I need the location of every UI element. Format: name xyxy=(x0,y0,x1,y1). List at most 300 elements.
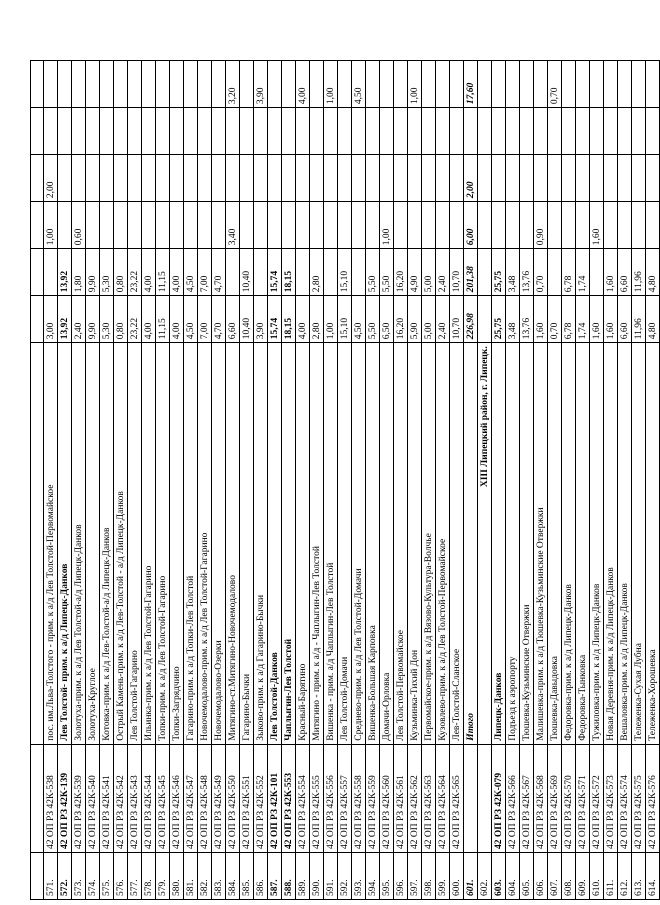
value-cell: 11,96 xyxy=(632,296,646,343)
value-cell xyxy=(576,202,590,249)
value-cell xyxy=(632,202,646,249)
value-cell xyxy=(268,61,282,108)
table-row xyxy=(282,61,296,900)
value-cell xyxy=(436,108,450,155)
table-row xyxy=(408,61,422,900)
value-cell xyxy=(436,202,450,249)
road-name: Зыково-прим. к а/д Гагарино-Бычки xyxy=(254,343,268,744)
row-number: 591. xyxy=(324,852,338,899)
table-row xyxy=(478,61,492,900)
value-cell: 6,78 xyxy=(562,296,576,343)
value-cell xyxy=(142,61,156,108)
value-cell xyxy=(576,108,590,155)
value-cell xyxy=(548,155,562,202)
row-number: 581. xyxy=(184,852,198,899)
value-cell xyxy=(212,61,226,108)
value-cell xyxy=(520,61,534,108)
row-number xyxy=(31,852,44,899)
road-name: Новочемодалово-Озерки xyxy=(212,343,226,744)
value-cell: 5,50 xyxy=(366,249,380,296)
value-cell: 1,00 xyxy=(44,202,58,249)
value-cell xyxy=(58,108,72,155)
value-cell xyxy=(268,108,282,155)
road-code: 42 ОП РЗ 42К-555 xyxy=(310,744,324,852)
value-cell xyxy=(506,108,520,155)
value-cell xyxy=(380,108,394,155)
value-cell: 13,76 xyxy=(520,249,534,296)
road-code: 42 ОП РЗ 42К-563 xyxy=(422,744,436,852)
value-cell: 15,74 xyxy=(268,296,282,343)
table-row xyxy=(562,61,576,900)
row-number: 574. xyxy=(86,852,100,899)
value-cell xyxy=(408,155,422,202)
value-cell: 5,00 xyxy=(422,249,436,296)
value-cell: 4,00 xyxy=(142,296,156,343)
value-cell xyxy=(562,155,576,202)
value-cell xyxy=(450,155,464,202)
table-row xyxy=(618,61,632,900)
road-name: Тюшевка-Кузьминские Отвержки xyxy=(520,343,534,744)
value-cell: 2,40 xyxy=(436,249,450,296)
row-number: 588. xyxy=(282,852,296,899)
road-name xyxy=(31,343,44,744)
row-number: 579. xyxy=(156,852,170,899)
road-name: Малишевка-прим. к а/д Тюшевка-Кузьминские Отвержки xyxy=(534,343,548,744)
value-cell xyxy=(296,155,310,202)
road-code: 42 ОП РЗ 42К-553 xyxy=(282,744,296,852)
row-number: 573. xyxy=(72,852,86,899)
road-code: 42 ОП РЗ 42К-562 xyxy=(408,744,422,852)
value-cell xyxy=(646,155,660,202)
road-code: 42 ОП РЗ 42К-541 xyxy=(100,744,114,852)
value-cell xyxy=(58,155,72,202)
value-cell xyxy=(492,155,506,202)
road-code: 42 ОП РЗ 42К-552 xyxy=(254,744,268,852)
road-code: 42 ОП РЗ 42К-550 xyxy=(226,744,240,852)
table-row xyxy=(576,61,590,900)
value-cell: 7,00 xyxy=(198,296,212,343)
value-cell xyxy=(296,202,310,249)
row-number: 578. xyxy=(142,852,156,899)
value-cell xyxy=(254,155,268,202)
table-row xyxy=(198,61,212,900)
value-cell: 4,70 xyxy=(212,249,226,296)
value-cell: 1,60 xyxy=(590,296,604,343)
road-code: 42 ОП РЗ 42К-539 xyxy=(72,744,86,852)
value-cell xyxy=(618,61,632,108)
value-cell xyxy=(226,249,240,296)
value-cell: 3,48 xyxy=(506,296,520,343)
value-cell: 5,30 xyxy=(100,296,114,343)
table-row xyxy=(646,61,660,900)
value-cell xyxy=(324,155,338,202)
value-cell xyxy=(324,202,338,249)
value-cell: 11,15 xyxy=(156,296,170,343)
table-row xyxy=(436,61,450,900)
table-row xyxy=(254,61,268,900)
value-cell xyxy=(394,108,408,155)
row-number: 590. xyxy=(310,852,324,899)
row-number: 583. xyxy=(212,852,226,899)
value-cell xyxy=(478,108,492,155)
value-cell: 5,90 xyxy=(408,296,422,343)
value-cell xyxy=(170,155,184,202)
table-row xyxy=(380,61,394,900)
value-cell xyxy=(310,61,324,108)
value-cell xyxy=(296,249,310,296)
value-cell xyxy=(478,61,492,108)
value-cell xyxy=(618,202,632,249)
road-code: 42 ОП РЗ 42К-543 xyxy=(128,744,142,852)
row-number: 596. xyxy=(394,852,408,899)
value-cell xyxy=(31,108,44,155)
value-cell xyxy=(240,61,254,108)
road-name: Митягино - прим. к а/д - Чаплыгин-Лев Толстой xyxy=(310,343,324,744)
value-cell: 2,80 xyxy=(310,249,324,296)
road-name: Лев Толстой-Домачи xyxy=(338,343,352,744)
value-cell: 15,10 xyxy=(338,249,352,296)
value-cell: 3,90 xyxy=(254,61,268,108)
row-number: 611. xyxy=(604,852,618,899)
row-number: 580. xyxy=(170,852,184,899)
road-name: Тюшевка-Давыдовка xyxy=(548,343,562,744)
value-cell xyxy=(366,61,380,108)
road-code: 42 ОП РЗ 42К-565 xyxy=(450,744,464,852)
row-number: 572. xyxy=(58,852,72,899)
value-cell xyxy=(114,155,128,202)
road-code: 42 ОП РЗ 42К-542 xyxy=(114,744,128,852)
road-code: 42 ОП РЗ 42К-558 xyxy=(352,744,366,852)
value-cell xyxy=(86,202,100,249)
road-code: 42 ОП РЗ 42К-576 xyxy=(646,744,660,852)
table-row xyxy=(604,61,618,900)
value-cell xyxy=(534,61,548,108)
value-cell xyxy=(282,155,296,202)
value-cell: 1,60 xyxy=(534,296,548,343)
road-name: Митягино-ст.Митягино-Новочемодалово xyxy=(226,343,240,744)
value-cell: 0,60 xyxy=(72,202,86,249)
value-cell xyxy=(72,61,86,108)
table-row xyxy=(520,61,534,900)
value-cell: 13,76 xyxy=(520,296,534,343)
table-row xyxy=(86,61,100,900)
table-row xyxy=(100,61,114,900)
road-name: Липецк-Данков xyxy=(492,343,506,744)
value-cell xyxy=(254,108,268,155)
value-cell: 15,74 xyxy=(268,249,282,296)
value-cell xyxy=(142,108,156,155)
table-row xyxy=(632,61,646,900)
value-cell: 13,92 xyxy=(58,249,72,296)
row-number: 602. xyxy=(478,852,492,899)
value-cell: 5,50 xyxy=(366,296,380,343)
value-cell xyxy=(240,202,254,249)
value-cell: 4,50 xyxy=(184,249,198,296)
value-cell: 4,00 xyxy=(296,296,310,343)
value-cell xyxy=(338,202,352,249)
value-cell xyxy=(184,108,198,155)
value-cell xyxy=(212,202,226,249)
value-cell: 2,40 xyxy=(436,296,450,343)
value-cell xyxy=(184,155,198,202)
road-name: Тележенка-Хорошевка xyxy=(646,343,660,744)
value-cell xyxy=(226,155,240,202)
value-cell xyxy=(128,61,142,108)
value-cell: 18,15 xyxy=(282,249,296,296)
value-cell xyxy=(324,249,338,296)
row-number: 587. xyxy=(268,852,282,899)
road-name: Золотуха-прим. к а/д Лев Толстой-а/д Липецк-Данков xyxy=(72,343,86,744)
road-name: Лев Толстой-Гагарино xyxy=(128,343,142,744)
table-row xyxy=(31,61,44,900)
road-name: Лев Толстой- прим. к а/д Липецк-Данков xyxy=(58,343,72,744)
value-cell xyxy=(478,155,492,202)
value-cell xyxy=(534,155,548,202)
value-cell: 6,60 xyxy=(618,296,632,343)
value-cell: 1,60 xyxy=(590,202,604,249)
road-name: Топки-Загрядчино xyxy=(170,343,184,744)
value-cell xyxy=(170,202,184,249)
value-cell: 4,80 xyxy=(646,296,660,343)
value-cell: 1,60 xyxy=(604,296,618,343)
row-number: 597. xyxy=(408,852,422,899)
value-cell: 0,70 xyxy=(534,249,548,296)
road-name: Новочемодалово-прим. к а/д Лев Толстой-Гагарино xyxy=(198,343,212,744)
value-cell xyxy=(632,108,646,155)
road-name: пос. им.Льва-Толстого - прим. к а/д Лев Толстой-Первомайское xyxy=(44,343,58,744)
value-cell xyxy=(31,296,44,343)
road-name: Чаплыгин-Лев Толстой xyxy=(282,343,296,744)
value-cell xyxy=(212,108,226,155)
value-cell xyxy=(520,202,534,249)
value-cell xyxy=(618,155,632,202)
table-row xyxy=(338,61,352,900)
road-name: Красный-Барятино xyxy=(296,343,310,744)
road-name: Новая Деревня-прим. к а/д Липецк-Данков xyxy=(604,343,618,744)
value-cell: 0,70 xyxy=(548,61,562,108)
value-cell xyxy=(366,155,380,202)
value-cell: 16,20 xyxy=(394,249,408,296)
value-cell: 226,98 xyxy=(464,296,478,343)
table-row xyxy=(156,61,170,900)
table-row xyxy=(492,61,506,900)
value-cell xyxy=(114,108,128,155)
value-cell: 23,22 xyxy=(128,296,142,343)
value-cell: 0,80 xyxy=(114,296,128,343)
row-number: 598. xyxy=(422,852,436,899)
value-cell xyxy=(338,108,352,155)
value-cell xyxy=(604,155,618,202)
value-cell xyxy=(31,249,44,296)
value-cell: 2,80 xyxy=(310,296,324,343)
road-name: Золотуха-Круглое xyxy=(86,343,100,744)
road-name: Ильинка-прим. к а/д Лев Толстой-Гагарино xyxy=(142,343,156,744)
value-cell: 10,40 xyxy=(240,249,254,296)
value-cell xyxy=(548,108,562,155)
value-cell xyxy=(72,155,86,202)
road-name: Кузьминка-Тихий Дон xyxy=(408,343,422,744)
value-cell xyxy=(156,61,170,108)
road-name: Федоровка-прим. к а/д Липецк-Данков xyxy=(562,343,576,744)
road-code: 42 ОП РЗ 42К-544 xyxy=(142,744,156,852)
value-cell: 0,70 xyxy=(548,296,562,343)
road-name: Вишенка-Большая Карповка xyxy=(366,343,380,744)
value-cell xyxy=(576,61,590,108)
road-name: Среднево-прим. к а/д Лев Толстой-Домачи xyxy=(352,343,366,744)
value-cell xyxy=(58,202,72,249)
value-cell: 5,00 xyxy=(422,296,436,343)
road-code: 42 ОП РЗ 42К-559 xyxy=(366,744,380,852)
road-name: Вешаловка-прим. к а/д Липецк-Данков xyxy=(618,343,632,744)
value-cell xyxy=(44,61,58,108)
value-cell xyxy=(562,202,576,249)
value-cell xyxy=(226,108,240,155)
value-cell: 6,60 xyxy=(226,296,240,343)
road-name: Топки-прим. к а/д Лев Толстой-Гагарино xyxy=(156,343,170,744)
value-cell xyxy=(646,61,660,108)
road-code: 42 ОП РЗ 42К-547 xyxy=(184,744,198,852)
table-row xyxy=(324,61,338,900)
value-cell xyxy=(58,61,72,108)
value-cell xyxy=(72,108,86,155)
value-cell xyxy=(282,108,296,155)
row-number: 600. xyxy=(450,852,464,899)
value-cell xyxy=(142,202,156,249)
road-code: 42 ОП РЗ 42К-572 xyxy=(590,744,604,852)
value-cell xyxy=(254,249,268,296)
value-cell: 4,50 xyxy=(352,296,366,343)
road-code: 42 ОП РЗ 42К-561 xyxy=(394,744,408,852)
road-code: 42 ОП РЗ 42К-556 xyxy=(324,744,338,852)
value-cell: 4,00 xyxy=(296,61,310,108)
road-name: Котовка-прим. к а/д Лев-Толстой-а/д Липецк-Данков xyxy=(100,343,114,744)
table-row xyxy=(226,61,240,900)
value-cell xyxy=(562,61,576,108)
table-row xyxy=(44,61,58,900)
value-cell: 3,48 xyxy=(506,249,520,296)
value-cell xyxy=(576,155,590,202)
value-cell xyxy=(198,202,212,249)
row-number: 593. xyxy=(352,852,366,899)
value-cell: 201,38 xyxy=(464,249,478,296)
road-name: Подъезд к аэропорту xyxy=(506,343,520,744)
value-cell xyxy=(128,202,142,249)
road-name: Федоровка-Тынковка xyxy=(576,343,590,744)
value-cell xyxy=(310,108,324,155)
row-number: 605. xyxy=(520,852,534,899)
value-cell xyxy=(422,61,436,108)
table-row xyxy=(142,61,156,900)
value-cell xyxy=(380,61,394,108)
table-row xyxy=(352,61,366,900)
value-cell: 4,90 xyxy=(408,249,422,296)
table-row xyxy=(58,61,72,900)
value-cell xyxy=(436,61,450,108)
road-name: Гагарино-прим. к а/д Топки-Лев Толстой xyxy=(184,343,198,744)
value-cell xyxy=(408,108,422,155)
value-cell xyxy=(478,296,492,343)
value-cell xyxy=(156,202,170,249)
value-cell xyxy=(170,61,184,108)
table-row xyxy=(534,61,548,900)
road-name: Лев-Толстой-Сланское xyxy=(450,343,464,744)
row-number: 604. xyxy=(506,852,520,899)
row-number: 577. xyxy=(128,852,142,899)
road-code: 42 ОП РЗ 42К-574 xyxy=(618,744,632,852)
value-cell: 7,00 xyxy=(198,249,212,296)
table-row xyxy=(128,61,142,900)
value-cell xyxy=(604,202,618,249)
value-cell xyxy=(240,108,254,155)
value-cell xyxy=(492,61,506,108)
value-cell: 4,50 xyxy=(352,61,366,108)
table-row xyxy=(450,61,464,900)
road-code: 42 ОП РЗ 42К-566 xyxy=(506,744,520,852)
roads-table xyxy=(30,60,660,900)
value-cell xyxy=(268,155,282,202)
value-cell xyxy=(184,61,198,108)
row-number: 599. xyxy=(436,852,450,899)
value-cell: 6,60 xyxy=(618,249,632,296)
value-cell: 2,40 xyxy=(72,296,86,343)
value-cell xyxy=(324,108,338,155)
value-cell xyxy=(590,61,604,108)
value-cell: 4,00 xyxy=(142,249,156,296)
row-number: 575. xyxy=(100,852,114,899)
value-cell xyxy=(562,108,576,155)
road-name: Лев Толстой-Данков xyxy=(268,343,282,744)
value-cell: 0,80 xyxy=(114,249,128,296)
value-cell xyxy=(604,108,618,155)
road-code: 42 ОП РЗ 42К-079 xyxy=(492,744,506,852)
value-cell xyxy=(646,108,660,155)
row-number: 582. xyxy=(198,852,212,899)
value-cell xyxy=(436,155,450,202)
table-row xyxy=(72,61,86,900)
table-row xyxy=(422,61,436,900)
value-cell xyxy=(604,61,618,108)
value-cell xyxy=(646,202,660,249)
value-cell xyxy=(394,155,408,202)
row-number: 614. xyxy=(646,852,660,899)
value-cell xyxy=(338,61,352,108)
value-cell: 15,10 xyxy=(338,296,352,343)
value-cell: 1,00 xyxy=(324,61,338,108)
value-cell xyxy=(86,108,100,155)
roads-table-body xyxy=(31,61,660,900)
value-cell xyxy=(170,108,184,155)
value-cell xyxy=(422,155,436,202)
road-code: 42 ОП РЗ 42К-569 xyxy=(548,744,562,852)
table-row xyxy=(212,61,226,900)
road-name: Кузовлево-прим. к а/д Лев Толстой-Первомайское xyxy=(436,343,450,744)
value-cell xyxy=(282,202,296,249)
value-cell xyxy=(450,108,464,155)
value-cell: 11,96 xyxy=(632,249,646,296)
value-cell: 25,75 xyxy=(492,296,506,343)
value-cell: 10,40 xyxy=(240,296,254,343)
value-cell xyxy=(114,202,128,249)
road-name: Гагарино-Бычки xyxy=(240,343,254,744)
value-cell: 4,00 xyxy=(170,249,184,296)
road-code: 42 ОП РЗ 42К-560 xyxy=(380,744,394,852)
value-cell: 4,00 xyxy=(170,296,184,343)
road-code: 42 ОП РЗ 42К-545 xyxy=(156,744,170,852)
value-cell xyxy=(296,108,310,155)
value-cell xyxy=(506,202,520,249)
value-cell: 4,50 xyxy=(184,296,198,343)
value-cell: 17,60 xyxy=(464,61,478,108)
